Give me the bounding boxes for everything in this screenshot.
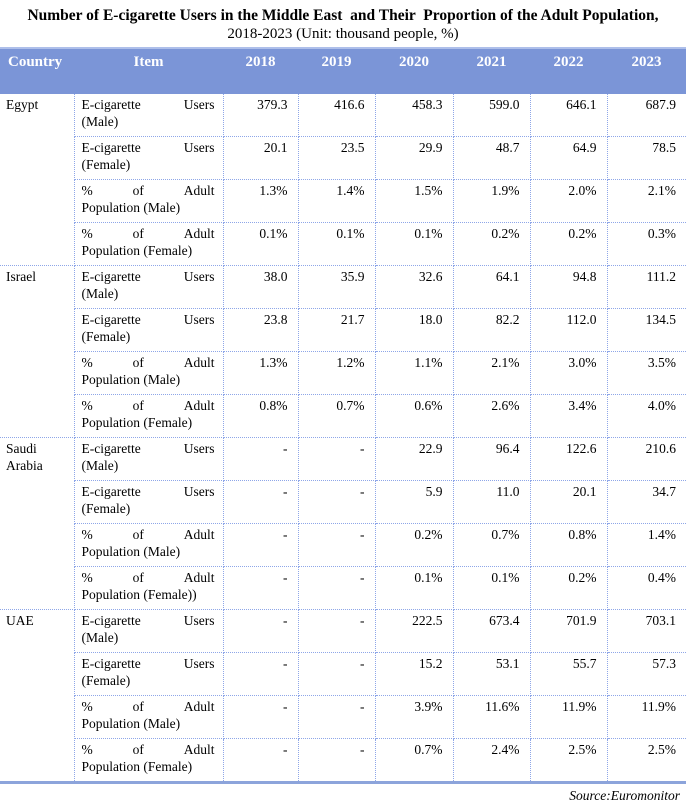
value-cell: 0.3% (607, 223, 686, 266)
item-label-bottom: Population (Male) (81, 716, 181, 731)
item-label-bottom: Population (Female) (81, 415, 193, 430)
value-cell: 134.5 (607, 309, 686, 352)
item-label-top: E-cigarette Users (81, 312, 215, 327)
value-cell: 64.9 (530, 137, 607, 180)
value-cell: 1.9% (453, 180, 530, 223)
value-cell: 0.8% (223, 395, 298, 438)
item-label-bottom: (Male) (81, 114, 119, 129)
value-cell: 22.9 (375, 438, 453, 481)
value-cell: 23.8 (223, 309, 298, 352)
value-cell: 3.0% (530, 352, 607, 395)
country-cell: Saudi Arabia (0, 438, 74, 610)
table-row (0, 137, 686, 180)
value-cell: 2.1% (607, 180, 686, 223)
value-cell: 646.1 (530, 94, 607, 137)
item-label-top: E-cigarette Users (81, 97, 215, 112)
value-cell: - (223, 524, 298, 567)
value-cell: 0.7% (298, 395, 375, 438)
value-cell: - (223, 481, 298, 524)
value-cell: 701.9 (530, 610, 607, 653)
value-cell: - (223, 610, 298, 653)
value-cell: 0.8% (530, 524, 607, 567)
value-cell: 458.3 (375, 94, 453, 137)
data-table (0, 47, 686, 784)
item-label-top: E-cigarette Users (81, 656, 215, 671)
value-cell: 687.9 (607, 94, 686, 137)
value-cell: 122.6 (530, 438, 607, 481)
value-cell: 1.3% (223, 180, 298, 223)
item-cell (74, 223, 223, 266)
value-cell: 21.7 (298, 309, 375, 352)
item-cell (74, 610, 223, 653)
value-cell: 111.2 (607, 266, 686, 309)
value-cell: - (223, 696, 298, 739)
value-cell: 1.3% (223, 352, 298, 395)
value-cell: 29.9 (375, 137, 453, 180)
column-header-country: Country (0, 48, 74, 94)
value-cell: 64.1 (453, 266, 530, 309)
value-cell: 5.9 (375, 481, 453, 524)
item-label-bottom: Population (Female)) (81, 587, 197, 602)
value-cell: 15.2 (375, 653, 453, 696)
country-cell: UAE (0, 610, 74, 783)
country-group (0, 266, 686, 438)
value-cell: 0.6% (375, 395, 453, 438)
value-cell: 18.0 (375, 309, 453, 352)
item-cell (74, 567, 223, 610)
column-header-item: Item (74, 48, 223, 94)
table-row (0, 438, 686, 481)
value-cell: 0.2% (530, 567, 607, 610)
value-cell: 38.0 (223, 266, 298, 309)
item-label-top: E-cigarette Users (81, 613, 215, 628)
item-label-bottom: Population (Male) (81, 372, 181, 387)
item-label-bottom: Population (Male) (81, 544, 181, 559)
value-cell: 0.1% (375, 567, 453, 610)
item-label-top: % of Adult (81, 527, 215, 542)
value-cell: 34.7 (607, 481, 686, 524)
item-label-top: % of Adult (81, 742, 215, 757)
table-subtitle: 2018-2023 (Unit: thousand people, %) (227, 26, 459, 42)
column-header-year: 2019 (298, 48, 375, 94)
item-label-top: E-cigarette Users (81, 441, 215, 456)
value-cell: - (298, 653, 375, 696)
value-cell: 96.4 (453, 438, 530, 481)
value-cell: 48.7 (453, 137, 530, 180)
value-cell: 4.0% (607, 395, 686, 438)
value-cell: 57.3 (607, 653, 686, 696)
value-cell: 416.6 (298, 94, 375, 137)
item-label-top: % of Adult (81, 355, 215, 370)
item-label-bottom: (Male) (81, 630, 119, 645)
value-cell: 0.2% (375, 524, 453, 567)
value-cell: 1.2% (298, 352, 375, 395)
value-cell: 1.4% (298, 180, 375, 223)
value-cell: 2.5% (530, 739, 607, 783)
item-label-bottom: (Male) (81, 458, 119, 473)
value-cell: 2.6% (453, 395, 530, 438)
item-label-bottom: (Female) (81, 329, 131, 344)
value-cell: 23.5 (298, 137, 375, 180)
column-header-year: 2020 (375, 48, 453, 94)
country-group (0, 610, 686, 783)
value-cell: 222.5 (375, 610, 453, 653)
value-cell: - (223, 438, 298, 481)
value-cell: 3.4% (530, 395, 607, 438)
value-cell: 82.2 (453, 309, 530, 352)
value-cell: - (298, 610, 375, 653)
value-cell: 112.0 (530, 309, 607, 352)
item-cell (74, 309, 223, 352)
value-cell: 0.1% (375, 223, 453, 266)
source-note: Source:Euromonitor (569, 788, 680, 803)
table-header-row (0, 48, 686, 94)
item-cell (74, 653, 223, 696)
value-cell: 0.1% (453, 567, 530, 610)
table-row (0, 653, 686, 696)
value-cell: - (298, 481, 375, 524)
value-cell: 0.1% (298, 223, 375, 266)
item-label-bottom: Population (Male) (81, 200, 181, 215)
value-cell: 11.0 (453, 481, 530, 524)
value-cell: 1.1% (375, 352, 453, 395)
value-cell: - (298, 438, 375, 481)
item-label-top: % of Adult (81, 699, 215, 714)
value-cell: - (298, 567, 375, 610)
column-header-year: 2023 (607, 48, 686, 94)
item-label-top: E-cigarette Users (81, 484, 215, 499)
item-label-bottom: (Female) (81, 673, 131, 688)
value-cell: 20.1 (223, 137, 298, 180)
value-cell: 53.1 (453, 653, 530, 696)
value-cell: - (298, 696, 375, 739)
item-cell (74, 524, 223, 567)
value-cell: 379.3 (223, 94, 298, 137)
value-cell: 2.0% (530, 180, 607, 223)
value-cell: 703.1 (607, 610, 686, 653)
column-header-year: 2021 (453, 48, 530, 94)
column-header-year: 2022 (530, 48, 607, 94)
country-cell: Israel (0, 266, 74, 438)
value-cell: 210.6 (607, 438, 686, 481)
value-cell: 94.8 (530, 266, 607, 309)
item-label-top: % of Adult (81, 398, 215, 413)
value-cell: - (223, 653, 298, 696)
table-row (0, 567, 686, 610)
table-title: Number of E-cigarette Users in the Middle East and Their Proportion of the Adult Population, (27, 7, 659, 24)
value-cell: 1.5% (375, 180, 453, 223)
item-cell (74, 180, 223, 223)
table-row (0, 395, 686, 438)
item-cell (74, 739, 223, 783)
value-cell: - (223, 567, 298, 610)
item-label-bottom: (Female) (81, 157, 131, 172)
value-cell: 0.4% (607, 567, 686, 610)
table-row (0, 524, 686, 567)
value-cell: - (223, 739, 298, 783)
value-cell: 11.9% (530, 696, 607, 739)
item-cell (74, 696, 223, 739)
table-row (0, 481, 686, 524)
item-cell (74, 438, 223, 481)
item-label-bottom: (Female) (81, 501, 131, 516)
table-row (0, 266, 686, 309)
value-cell: 2.5% (607, 739, 686, 783)
value-cell: 32.6 (375, 266, 453, 309)
value-cell: - (298, 524, 375, 567)
column-header-year: 2018 (223, 48, 298, 94)
table-row (0, 739, 686, 783)
value-cell: 55.7 (530, 653, 607, 696)
item-label-top: % of Adult (81, 226, 215, 241)
item-cell (74, 481, 223, 524)
value-cell: 2.4% (453, 739, 530, 783)
item-cell (74, 395, 223, 438)
table-row (0, 352, 686, 395)
value-cell: 1.4% (607, 524, 686, 567)
item-label-top: % of Adult (81, 183, 215, 198)
value-cell: 11.6% (453, 696, 530, 739)
value-cell: 20.1 (530, 481, 607, 524)
table-row (0, 696, 686, 739)
table-row (0, 180, 686, 223)
item-cell (74, 137, 223, 180)
table-row (0, 94, 686, 137)
value-cell: 3.9% (375, 696, 453, 739)
country-group (0, 438, 686, 610)
value-cell: 673.4 (453, 610, 530, 653)
item-label-bottom: Population (Female) (81, 243, 193, 258)
table-row (0, 610, 686, 653)
value-cell: 599.0 (453, 94, 530, 137)
item-label-top: E-cigarette Users (81, 269, 215, 284)
value-cell: 3.5% (607, 352, 686, 395)
item-label-bottom: Population (Female) (81, 759, 193, 774)
item-cell (74, 352, 223, 395)
value-cell: 0.1% (223, 223, 298, 266)
item-cell (74, 266, 223, 309)
item-label-top: % of Adult (81, 570, 215, 585)
value-cell: 78.5 (607, 137, 686, 180)
value-cell: - (298, 739, 375, 783)
value-cell: 35.9 (298, 266, 375, 309)
value-cell: 0.2% (530, 223, 607, 266)
item-label-bottom: (Male) (81, 286, 119, 301)
value-cell: 2.1% (453, 352, 530, 395)
table-row (0, 309, 686, 352)
title-block (0, 0, 686, 47)
country-group (0, 94, 686, 266)
value-cell: 11.9% (607, 696, 686, 739)
value-cell: 0.7% (375, 739, 453, 783)
country-cell: Egypt (0, 94, 74, 266)
table-row (0, 223, 686, 266)
value-cell: 0.7% (453, 524, 530, 567)
item-label-top: E-cigarette Users (81, 140, 215, 155)
value-cell: 0.2% (453, 223, 530, 266)
item-cell (74, 94, 223, 137)
